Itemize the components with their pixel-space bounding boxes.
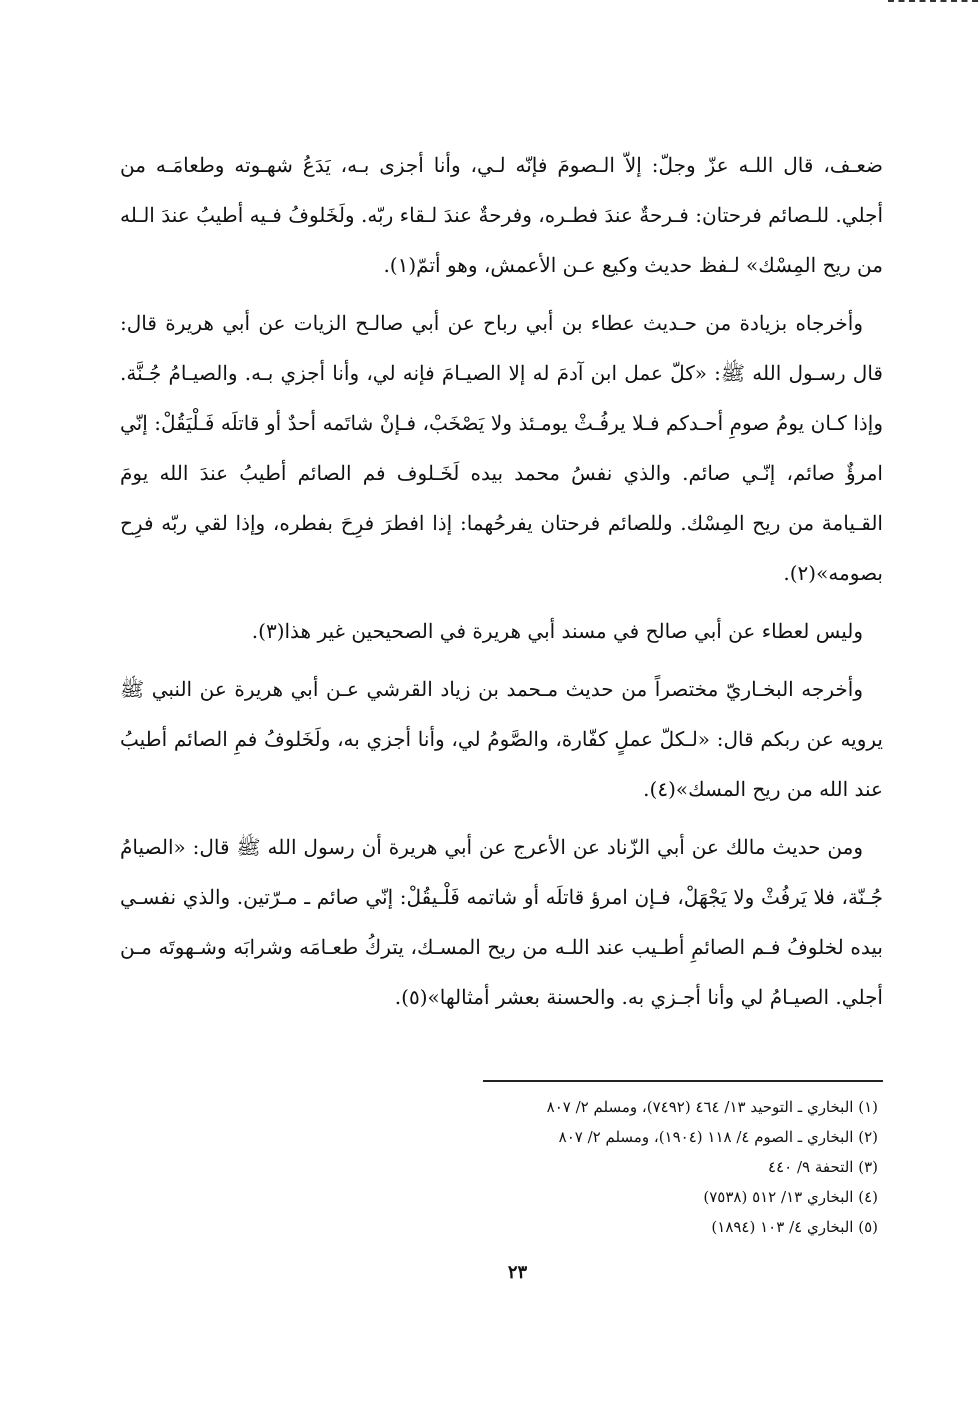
paragraph-3: وليس لعطاء عن أبي صالح في مسند أبي هريرة في الصحيحين غير هذا(٣). <box>251 619 863 643</box>
footnote-2: (٢) البخاري ـ الصوم ٤/ ١١٨ (١٩٠٤)، ومسلم ٢/ ٨٠٧ <box>558 1128 878 1146</box>
paragraph-4: وأخرجه البخـاريّ مختصراً من حديث مـحمد بن زياد القرشي عـن أبي هريرة عن النبي ﷺ يرويه عن ربكم قال: «لـكلّ عملٍ كفّارة، والصَّومُ لي، وأنا أجزي به، ولَخَلوفُ فمِ الصائم أطيبُ عند الله من ريح المسك»(٤). <box>120 677 883 801</box>
footnote-1: (١) البخاري ـ التوحيد ١٣/ ٤٦٤ (٧٤٩٢)، ومسلم ٢/ ٨٠٧ <box>546 1098 878 1116</box>
footnote-5: (٥) البخاري ٤/ ١٠٣ (١٨٩٤) <box>711 1218 878 1236</box>
paragraph-5: ومن حديث مالك عن أبي الزّناد عن الأعرج عن أبي هريرة أن رسول الله ﷺ قال: «الصيامُ جُـنّة، فلا يَرفُثْ ولا يَجْهَلْ، فـإن امرؤ قاتلَه أو شاتمه فَلْـيقُلْ: إنّي صائم ـ مـرّتين. والذي نفسـي بيده لخلوفُ فـم الصائمِ أطـيب عند اللـه من ريح المسـك، يتركُ طعـامَه وشرابَه وشـهوتَه مـن أجلي. الصيـامُ لي وأنا أجـزي به. والحسنة بعشر أمثالها»(٥). <box>120 835 883 1009</box>
paragraph-1: ضعـف، قال اللـه عزّ وجلّ: إلاّ الـصومَ فإنّه لـي، وأنا أجزى بـه، يَدَعُ شهـوته وطعامَـه من أجلي. للـصائم فرحتان: فـرحةٌ عندَ فطـره، وفرحةٌ عندَ لـقاء ربّه. ولَخَلوفُ فـيه أطيبُ عندَ الـله من ريح المِسْك» لـفظ حديث وكيع عـن الأعمش، وهو أتمّ(١). <box>120 153 883 277</box>
paragraph-2: وأخرجاه بزيادة من حـديث عطاء بن أبي رباح عن أبي صالـح الزيات عن أبي هريرة قال: قال رسـول الله ﷺ: «كلّ عمل ابن آدمَ له إلا الصيـامَ فإنه لي، وأنا أجزي بـه. والصيـامُ جُـنَّة. وإذا كـان يومُ صومِ أحـدكم فـلا يرفُـثْ يومـئذ ولا يَصْخَبْ، فـإنْ شاتَمه أحدٌ أو قاتلَه فَـلْيَقُلْ: إنّي امرؤٌ صائم، إنّـي صائم. والذي نفسُ محمد بيده لَخَـلوف فم الصائم أطيبُ عندَ الله يومَ القـيامة من ريح المِسْك. وللصائم فرحتان يفرحُهما: إذا افطرَ فرِحَ بفطره، وإذا لقي ربّه فرِح بصومه»(٢). <box>120 311 883 585</box>
footnotes <box>458 1092 878 1242</box>
footnote-3: (٣) التحفة ٩/ ٤٤٠ <box>768 1158 878 1176</box>
footnote-divider <box>483 1080 883 1082</box>
main-text <box>120 140 883 1030</box>
footnote-4: (٤) البخاري ١٣/ ٥١٢ (٧٥٣٨) <box>703 1188 878 1206</box>
top-edge-mark <box>888 0 978 2</box>
page-number: ٢٣ <box>507 1262 528 1283</box>
